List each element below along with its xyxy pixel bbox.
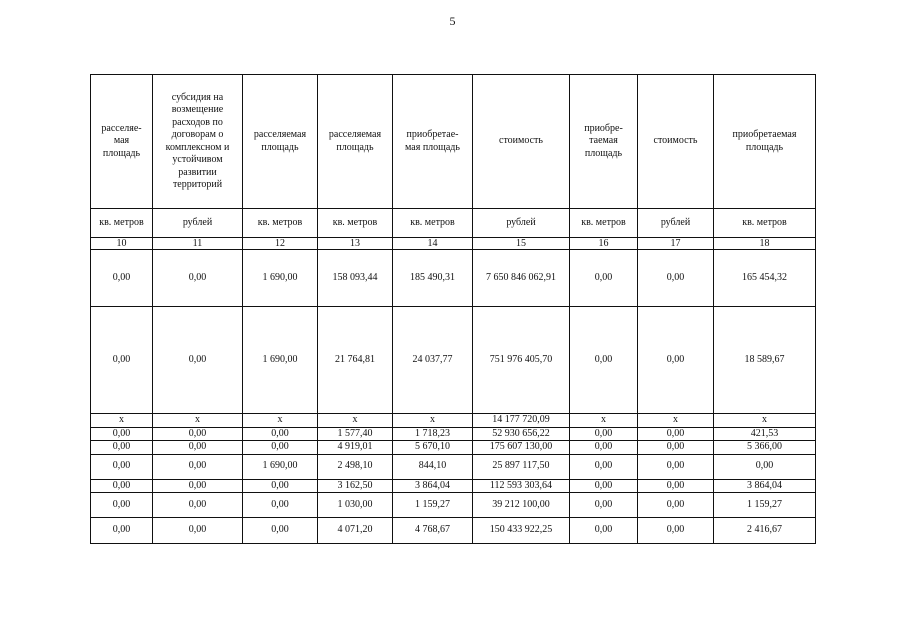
table-row (91, 493, 816, 518)
table-cell: 0,00 (243, 493, 318, 518)
table-units-row (91, 209, 816, 238)
table-cell: 0,00 (153, 427, 243, 441)
table-cell: x (318, 414, 393, 428)
table-cell: 10 (91, 238, 153, 250)
table-cell: 18 (714, 238, 816, 250)
table-cell: 751 976 405,70 (473, 307, 570, 414)
table-cell: 4 071,20 (318, 518, 393, 544)
table-cell: 15 (473, 238, 570, 250)
table-cell: 0,00 (91, 441, 153, 455)
table-cell: 3 162,50 (318, 479, 393, 493)
table-cell: 175 607 130,00 (473, 441, 570, 455)
table-cell: x (393, 414, 473, 428)
table-cell: кв. метров (318, 209, 393, 238)
table-cell: приобретаемая площадь (714, 75, 816, 209)
table-cell: 421,53 (714, 427, 816, 441)
table-cell: приобре- таемая площадь (570, 75, 638, 209)
table-cell: 4 768,67 (393, 518, 473, 544)
table-cell: рублей (153, 209, 243, 238)
table-cell: 0,00 (91, 307, 153, 414)
table-cell: 0,00 (638, 427, 714, 441)
table-cell: 1 690,00 (243, 250, 318, 307)
table-cell: 1 690,00 (243, 454, 318, 479)
table-row (91, 307, 816, 414)
table-cell: 0,00 (638, 479, 714, 493)
table-cell: 5 670,10 (393, 441, 473, 455)
table-cell: 0,00 (570, 479, 638, 493)
table-cell: 52 930 656,22 (473, 427, 570, 441)
table-cell: 0,00 (638, 493, 714, 518)
table-cell: 25 897 117,50 (473, 454, 570, 479)
table-row (91, 454, 816, 479)
table-cell: 0,00 (153, 441, 243, 455)
table-cell: 0,00 (638, 454, 714, 479)
table-cell: кв. метров (570, 209, 638, 238)
table-cell: 0,00 (714, 454, 816, 479)
table-cell: 0,00 (243, 518, 318, 544)
table-cell: 1 030,00 (318, 493, 393, 518)
table-cell: 0,00 (570, 493, 638, 518)
table-cell: 1 577,40 (318, 427, 393, 441)
table-cell: 165 454,32 (714, 250, 816, 307)
table-cell: 14 177 720,09 (473, 414, 570, 428)
table-cell: 1 159,27 (714, 493, 816, 518)
table-cell: 0,00 (153, 493, 243, 518)
table-cell: 21 764,81 (318, 307, 393, 414)
table-cell: 4 919,01 (318, 441, 393, 455)
table-cell: расселяе- мая площадь (91, 75, 153, 209)
table-cell: 185 490,31 (393, 250, 473, 307)
table-column-numbers-row (91, 238, 816, 250)
table-cell: 0,00 (153, 250, 243, 307)
table-cell: 0,00 (91, 518, 153, 544)
table-cell: 5 366,00 (714, 441, 816, 455)
table-cell: 112 593 303,64 (473, 479, 570, 493)
table-cell: x (714, 414, 816, 428)
table-cell: 0,00 (638, 441, 714, 455)
table-row (91, 518, 816, 544)
table-cell: 844,10 (393, 454, 473, 479)
table-cell: 0,00 (243, 479, 318, 493)
table-cell: 1 690,00 (243, 307, 318, 414)
table-cell: x (570, 414, 638, 428)
table-cell: кв. метров (714, 209, 816, 238)
table-cell: 2 498,10 (318, 454, 393, 479)
table-cell: 0,00 (153, 307, 243, 414)
table-cell: x (243, 414, 318, 428)
table-cell: 18 589,67 (714, 307, 816, 414)
table-cell: 0,00 (570, 427, 638, 441)
table-cell: кв. метров (393, 209, 473, 238)
table-cell: 0,00 (91, 493, 153, 518)
table-cell: 0,00 (243, 441, 318, 455)
table-row (91, 250, 816, 307)
table-cell: 0,00 (570, 441, 638, 455)
table-cell: 0,00 (153, 479, 243, 493)
table-cell: 24 037,77 (393, 307, 473, 414)
table-cell: 0,00 (91, 250, 153, 307)
table-cell: 0,00 (91, 427, 153, 441)
table-row (91, 427, 816, 441)
table-cell: кв. метров (243, 209, 318, 238)
data-table (90, 74, 816, 544)
table-cell: 7 650 846 062,91 (473, 250, 570, 307)
table-cell: стоимость (473, 75, 570, 209)
table-cell: 0,00 (570, 250, 638, 307)
table-cell: 1 159,27 (393, 493, 473, 518)
table-cell: x (91, 414, 153, 428)
table-cell: 3 864,04 (714, 479, 816, 493)
table-cell: 13 (318, 238, 393, 250)
table-cell: 2 416,67 (714, 518, 816, 544)
table-cell: x (638, 414, 714, 428)
table-cell: 12 (243, 238, 318, 250)
table-cell: 16 (570, 238, 638, 250)
table-cell: 150 433 922,25 (473, 518, 570, 544)
page-number: 5 (449, 14, 456, 28)
table-cell: стоимость (638, 75, 714, 209)
table-row (91, 479, 816, 493)
table-cell: 0,00 (638, 307, 714, 414)
table-cell: 0,00 (570, 454, 638, 479)
table-cell: рублей (473, 209, 570, 238)
table-cell: x (153, 414, 243, 428)
table-cell: 0,00 (91, 479, 153, 493)
table-cell: кв. метров (91, 209, 153, 238)
table-cell: 0,00 (638, 518, 714, 544)
table-cell: 0,00 (243, 427, 318, 441)
table-cell: 0,00 (638, 250, 714, 307)
table-header-row (91, 75, 816, 209)
table-cell: 14 (393, 238, 473, 250)
table-cell: рублей (638, 209, 714, 238)
table-row (91, 414, 816, 428)
table-cell: субсидия на возмещение расходов по договорам о комплексном и устойчивом развитии территорий (153, 75, 243, 209)
table-cell: приобретае- мая площадь (393, 75, 473, 209)
table-cell: 11 (153, 238, 243, 250)
table-cell: 0,00 (153, 518, 243, 544)
table-cell: расселяемая площадь (318, 75, 393, 209)
table-cell: 0,00 (91, 454, 153, 479)
table-cell: 0,00 (153, 454, 243, 479)
table-cell: 0,00 (570, 518, 638, 544)
table-cell: 39 212 100,00 (473, 493, 570, 518)
table-cell: 0,00 (570, 307, 638, 414)
table-cell: 1 718,23 (393, 427, 473, 441)
table-row (91, 441, 816, 455)
table-cell: расселяемая площадь (243, 75, 318, 209)
table-cell: 3 864,04 (393, 479, 473, 493)
table-cell: 158 093,44 (318, 250, 393, 307)
table-cell: 17 (638, 238, 714, 250)
